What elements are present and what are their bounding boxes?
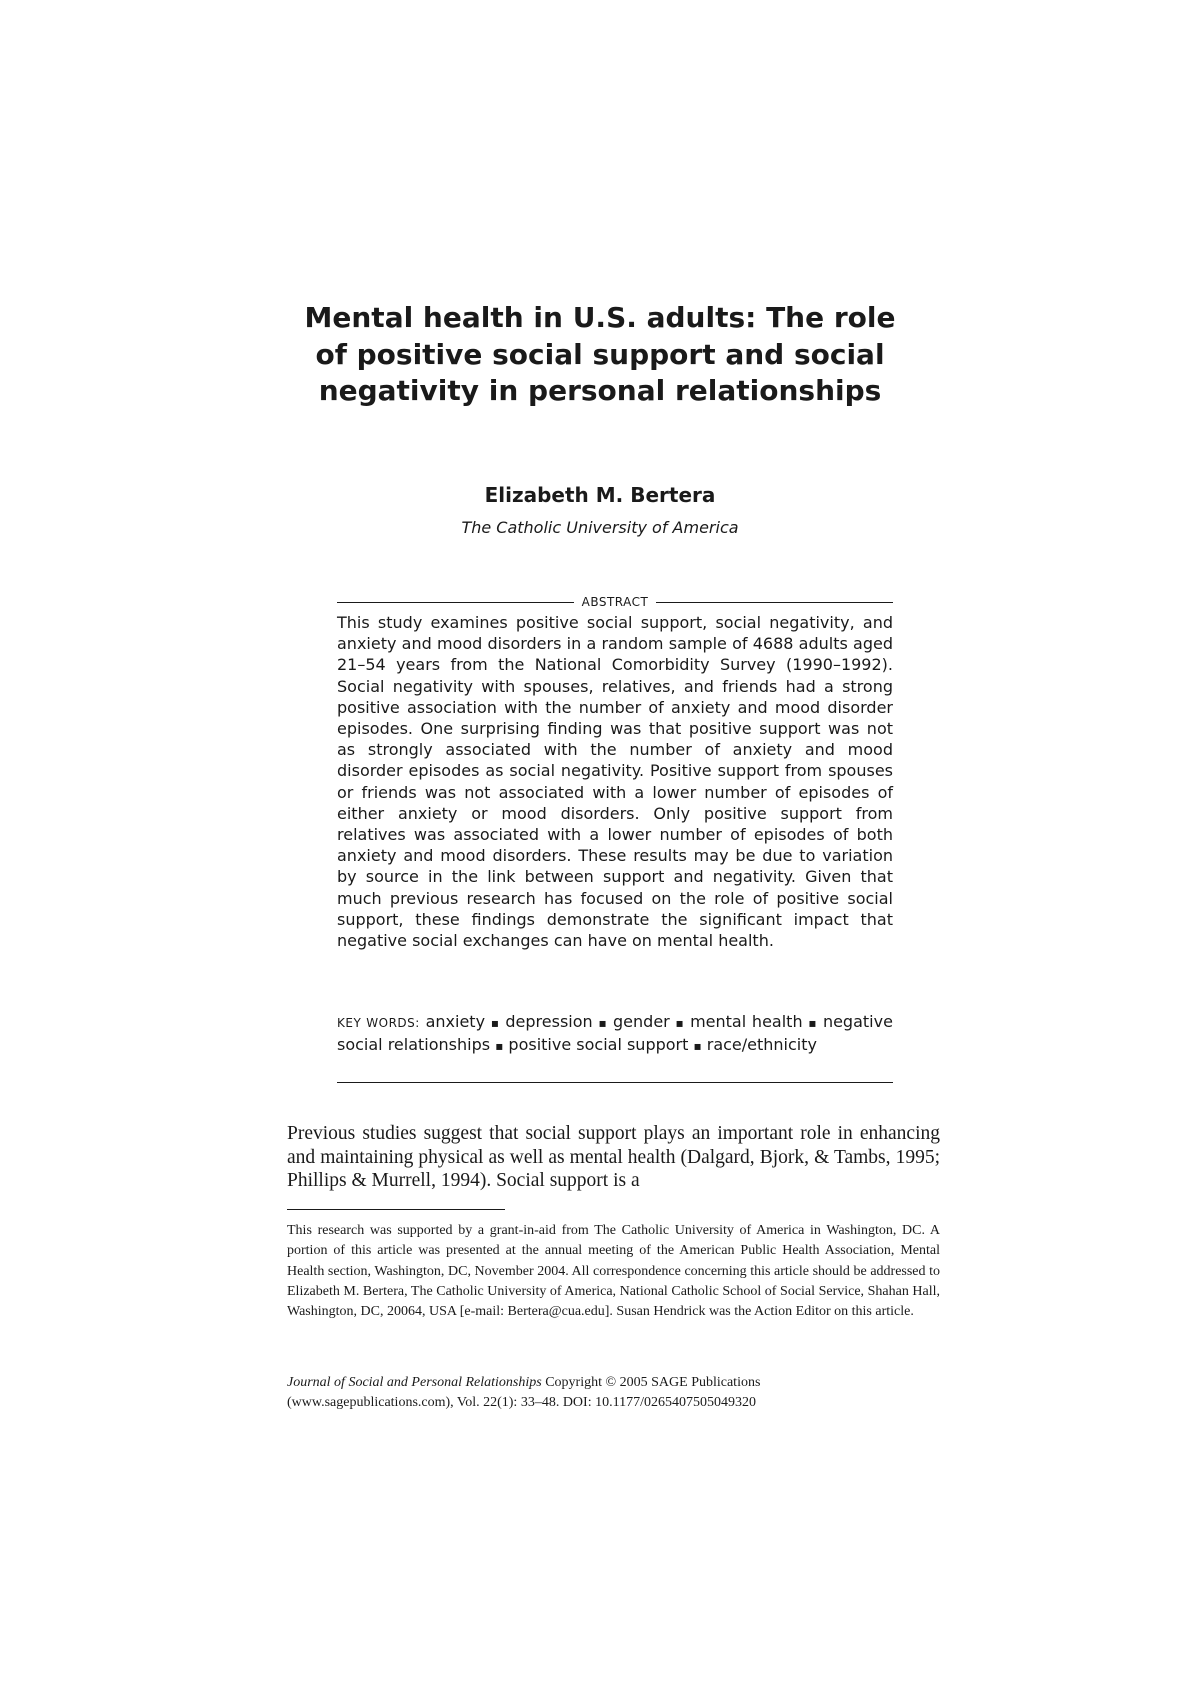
abstract-text: This study examines positive social support, social negativity, and anxiety and mood disorders in a random sample of 4688 adults aged 21–54 years from the National Comorbidity Survey (1990–1992). Social negativity with spouses, relatives, and friends had a strong positive association with the number of anxiety and mood disorder episodes. One surprising finding was that positive support was not as strongly associated with the number of anxiety and mood disorder episodes as social negativity. Positive support from spouses or friends was not associated with a lower number of episodes of either anxiety or mood disorders. Only positive support from relatives was associated with a lower number of episodes of both anxiety and mood disorders. These results may be due to variation by source in the link between support and negativity. Given that much previous research has focused on the role of positive social support, these findings demonstrate the significant impact that negative social exchanges can have on mental health. <box>337 613 893 951</box>
keyword-separator: ▪ <box>495 1039 504 1054</box>
abstract-heading-rule-left <box>337 602 574 603</box>
journal-name: Journal of Social and Personal Relationships <box>287 1375 542 1390</box>
author-name: Elizabeth M. Bertera <box>484 483 716 507</box>
author-affiliation: The Catholic University of America <box>461 518 739 537</box>
abstract-heading <box>337 592 893 612</box>
keywords-label: KEY WORDS: <box>337 1016 420 1030</box>
keyword-separator: ▪ <box>490 1016 500 1030</box>
keyword-separator: ▪ <box>598 1016 608 1030</box>
paper-title: Mental health in U.S. adults: The role of positive social support and social negativity in personal relationships <box>304 301 896 407</box>
keyword: mental health <box>690 1012 803 1031</box>
abstract-heading-rule-right <box>656 602 893 603</box>
keyword-separator: ▪ <box>675 1016 685 1030</box>
footnote-rule <box>287 1209 505 1210</box>
journal-copyright: Copyright © 2005 SAGE Publications <box>545 1375 761 1390</box>
keyword: gender <box>613 1012 670 1031</box>
keyword: positive social support <box>508 1035 689 1055</box>
footnote-text: This research was supported by a grant-in-aid from The Catholic University of America in Washington, DC. A portion of this article was presented at the annual meeting of the American Public Health Association, Mental Health section, Washington, DC, November 2004. All correspondence concerning this article should be addressed to Elizabeth M. Bertera, The Catholic University of America, National Catholic School of Social Service, Shahan Hall, Washington, DC, 20064, USA [e-mail: Bertera@cua.edu]. Susan Hendrick was the Action Editor on this article. <box>287 1223 940 1320</box>
journal-details: (www.sagepublications.com), Vol. 22(1): 33–48. DOI: 10.1177/0265407505049320 <box>287 1395 756 1410</box>
abstract-label: ABSTRACT <box>581 595 649 609</box>
keyword: depression <box>505 1012 593 1031</box>
keywords <box>337 1011 893 1057</box>
keyword: negative social relationships <box>337 1012 893 1055</box>
journal-info <box>287 1373 940 1413</box>
keyword-separator: ▪ <box>808 1016 818 1030</box>
body-paragraph: Previous studies suggest that social support plays an important role in enhancing and maintaining physical as well as mental health (Dalgard, Bjork, & Tambs, 1995; Phillips & Murrell, 1994). Social support is a <box>287 1123 940 1191</box>
abstract-end-rule <box>337 1082 893 1083</box>
keyword: race/ethnicity <box>706 1035 817 1055</box>
keyword-separator: ▪ <box>693 1039 702 1054</box>
keyword: anxiety <box>425 1012 486 1031</box>
